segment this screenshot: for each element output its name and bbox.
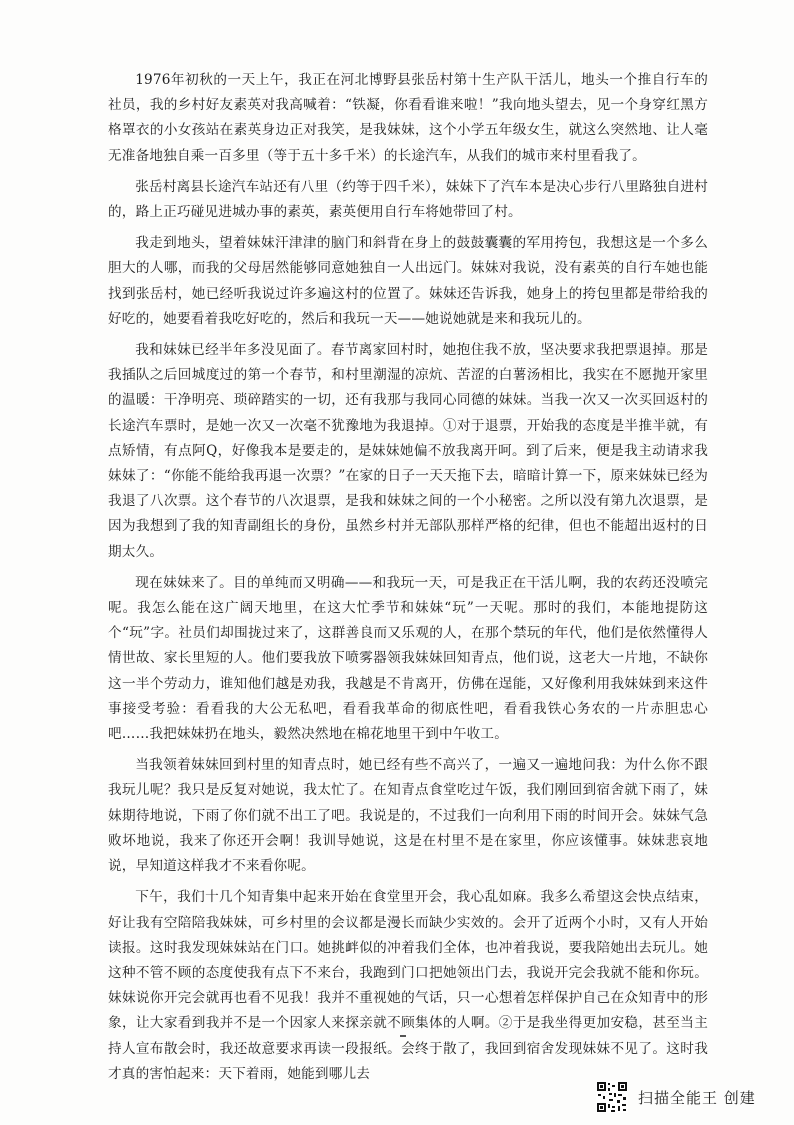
- watermark-text: 扫描全能王 创建: [638, 1088, 756, 1107]
- page-mark: [400, 1035, 406, 1037]
- scanner-watermark: [596, 1080, 756, 1114]
- paragraph-5: 现在妹妹来了。目的单纯而又明确——和我玩一天，可是我正在干活儿啊，我的农药还没喷完呢。我怎么能在这广阔天地里，在这大忙季节和妹妹“玩”一天呢。那时的我们，本能地提防这个“玩”字。社员们却围拢过来了，这群善良而又乐观的人，在那个禁玩的年代，他们是依然懂得人情世故、家长里短的人。他们要我放下喷雾器领我妹妹回知青点，他们说，这老大一片地，不缺你这一半个劳动力，谁知他们越是劝我，我越是不肯离开，仿佛在逞能，又好像利用我妹妹到来这件事接受考验：看看我的大公无私吧，看看我革命的彻底性吧，看看我铁心务农的一片赤胆忠心吧……我把妹妹扔在地头，毅然决然地在棉花地里干到中午收工。: [108, 574, 708, 743]
- qr-code-icon: [596, 1081, 628, 1113]
- paragraph-6: 当我领着妹妹回到村里的知青点时，她已经有些不高兴了，一遍又一遍地问我：为什么你不跟我玩儿呢？我只是反复对她说，我太忙了。在知青点食堂吃过午饭，我们刚回到宿舍就下雨了，妹妹期待地说，下雨了你们就不出工了吧。我说是的，不过我们一向利用下雨的时间开会。妹妹气急败坏地说，我来了你还开会啊！我训导她说，这是在村里不是在家里，你应该懂事。妹妹悲哀地说，早知道这样我才不来看你呢。: [108, 757, 708, 875]
- paragraph-2: 张岳村离县长途汽车站还有八里（约等于四千米），妹妹下了汽车本是决心步行八里路独自进村的，路上正巧碰见进城办事的素英，素英便用自行车将她带回了村。: [108, 178, 708, 221]
- article-body: [108, 68, 708, 1093]
- paragraph-4: 我和妹妹已经半年多没见面了。春节离家回村时，她抱住我不放，坚决要求我把票退掉。那是我插队之后回城度过的第一个春节，和村里潮湿的凉炕、苦涩的白薯汤相比，我实在不愿抛开家里的温暖：干净明亮、琐碎踏实的一切，还有我那与我同心同德的妹妹。当我一次又一次买回返村的长途汽车票时，是她一次又一次毫不犹豫地为我退掉。①对于退票，开始我的态度是半推半就，有点矫情，有点阿Q，好像我本是要走的，是妹妹她偏不放我离开呵。到了后来，便是我主动请求我妹妹了：“你能不能给我再退一次票？”在家的日子一天天拖下去，暗暗计算一下，原来妹妹已经为我退了八次票。这个春节的八次退票，是我和妹妹之间的一个小秘密。之所以没有第九次退票，是因为我想到了我的知青副组长的身份，虽然乡村并无部队那样严格的纪律，但也不能超出返村的日期太久。: [108, 342, 708, 560]
- paragraph-3: 我走到地头，望着妹妹汗津津的脑门和斜背在身上的鼓鼓囊囊的军用挎包，我想这是一个多么胆大的人哪，而我的父母居然能够同意她独自一人出远门。妹妹对我说，没有素英的自行车她也能找到张岳村，她已经听我说过许多遍这村的位置了。妹妹还告诉我，她身上的挎包里都是带给我的好吃的，她要看着我吃好吃的，然后和我玩一天——她说她就是来和我玩儿的。: [108, 235, 708, 327]
- paragraph-1: 1976年初秋的一天上午，我正在河北博野县张岳村第十生产队干活儿，地头一个推自行车的社员，我的乡村好友素英对我高喊着：“铁凝，你看看谁来啦！”我向地头望去，见一个身穿红黑方格罩衣的小女孩站在素英身边正对我笑，是我妹妹，这个小学五年级女生，就这么突然地、让人毫无准备地独自乘一百多里（等于五十多千米）的长途汽车，从我们的城市来村里看我了。: [108, 72, 708, 164]
- paragraph-7: 下午，我们十几个知青集中起来开始在食堂里开会，我心乱如麻。我多么希望这会快点结束，好让我有空陪陪我妹妹，可乡村里的会议都是漫长而缺少实效的。会开了近两个小时，又有人开始读报。这时我发现妹妹站在门口。她挑衅似的冲着我们全体，也冲着我说，要我陪她出去玩儿。她这种不管不顾的态度使我有点下不来台，我跑到门口把她领出门去，我说开完会我就不能和你玩。妹妹说你开完会就再也看不见我！我并不重视她的气话，只一心想着怎样保护自己在众知青中的形象，让大家看到我并不是一个因家人来探亲就不顾集体的人啊。②于是我坐得更加安稳，甚至当主持人宣布散会时，我还故意要求再读一段报纸。会终于散了，我回到宿舍发现妹妹不见了。这时我才真的害怕起来：天下着雨，她能到哪儿去: [108, 889, 708, 1082]
